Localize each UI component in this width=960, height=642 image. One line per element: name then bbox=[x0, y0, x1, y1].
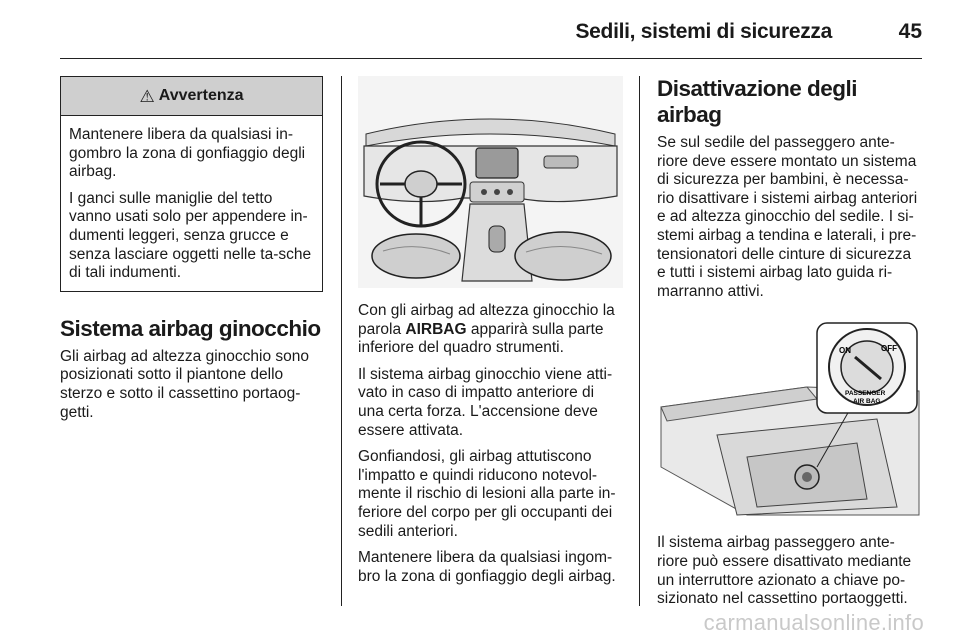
switch-on-label: ON bbox=[839, 346, 851, 356]
switch-airbag-label: AIR BAG bbox=[853, 398, 881, 406]
col2-paragraph-airbag-indicator bbox=[358, 302, 623, 358]
switch-passenger-label: PASSENGER bbox=[845, 390, 886, 398]
dashboard-illustration-svg bbox=[358, 76, 623, 288]
text-run: apparirà sulla parte inferiore del quadro strumenti. bbox=[358, 320, 604, 357]
warning-title: Avvertenza bbox=[158, 87, 244, 104]
warning-paragraph: Mantenere libera da qualsiasi in-gombro la zona di gonfiaggio degli airbag. bbox=[69, 126, 306, 181]
col2-paragraph: Il sistema airbag ginocchio viene atti-vato in caso di impatto anteriore di una certa forza. L'accensione deve essere attivata. bbox=[358, 365, 613, 439]
column-divider bbox=[341, 76, 342, 606]
deactivation-heading: Disattivazione degli airbag bbox=[657, 76, 858, 127]
knee-airbag-heading: Sistema airbag ginocchio bbox=[60, 315, 321, 341]
watermark: carmanualsonline.info bbox=[703, 610, 924, 635]
column-left bbox=[60, 76, 323, 430]
column-right bbox=[657, 76, 922, 617]
knee-airbag-paragraph: Gli airbag ad altezza ginocchio sono posizionati sotto il piantone dello sterzo e sotto il cassettino portaog-getti. bbox=[60, 347, 310, 421]
passenger-airbag-switch-illustration bbox=[657, 317, 922, 522]
warning-paragraph: I ganci sulle maniglie del tetto vanno usati solo per appendere in-dumenti leggeri, senza grucce e senza lasciare oggetti nelle ta-sche di tali indumenti. bbox=[69, 189, 312, 282]
warning-box bbox=[60, 76, 323, 292]
column-divider bbox=[639, 76, 640, 606]
deactivation-paragraph: Il sistema airbag passeggero ante-riore può essere disattivato mediante un interruttore azionato a chiave po-sizionato nel cassettino portaoggetti. bbox=[657, 534, 912, 608]
col2-paragraph: Mantenere libera da qualsiasi ingom-bro la zona di gonfiaggio degli airbag. bbox=[358, 549, 616, 585]
deactivation-paragraph: Se sul sedile del passeggero ante-riore deve essere montato un sistema di sicurezza per bambini, è necessa-rio disattivare i sistemi airbag anteriori e ad altezza ginocchio del sedile. I si-stemi airbag a tendina e laterali, i pre-tensionatori delle cinture di sicurezza e tutti i sistemi airbag lato guida ri-marranno attivi. bbox=[657, 134, 918, 300]
airbag-indicator-word: AIRBAG bbox=[405, 320, 467, 338]
dashboard-knee-airbag-illustration bbox=[358, 76, 623, 288]
page-number: 45 bbox=[898, 20, 922, 43]
warning-header bbox=[61, 77, 322, 116]
switch-off-label: OFF bbox=[881, 344, 897, 354]
col2-paragraph: Gonfiandosi, gli airbag attutiscono l'impatto e quindi riducono notevol-mente il rischio di lesioni alla parte in-feriore del corpo per gli occupanti dei sedili anteriori. bbox=[358, 448, 616, 540]
text-run: Con gli airbag ad altezza ginocchio la parola bbox=[358, 302, 615, 338]
warning-body bbox=[61, 116, 322, 291]
column-middle bbox=[358, 76, 623, 594]
page-title: Sedili, sistemi di sicurezza bbox=[575, 20, 832, 43]
switch-illustration-svg bbox=[657, 317, 922, 522]
page-header bbox=[60, 0, 922, 59]
warning-triangle-icon: ⚠ bbox=[139, 86, 155, 106]
